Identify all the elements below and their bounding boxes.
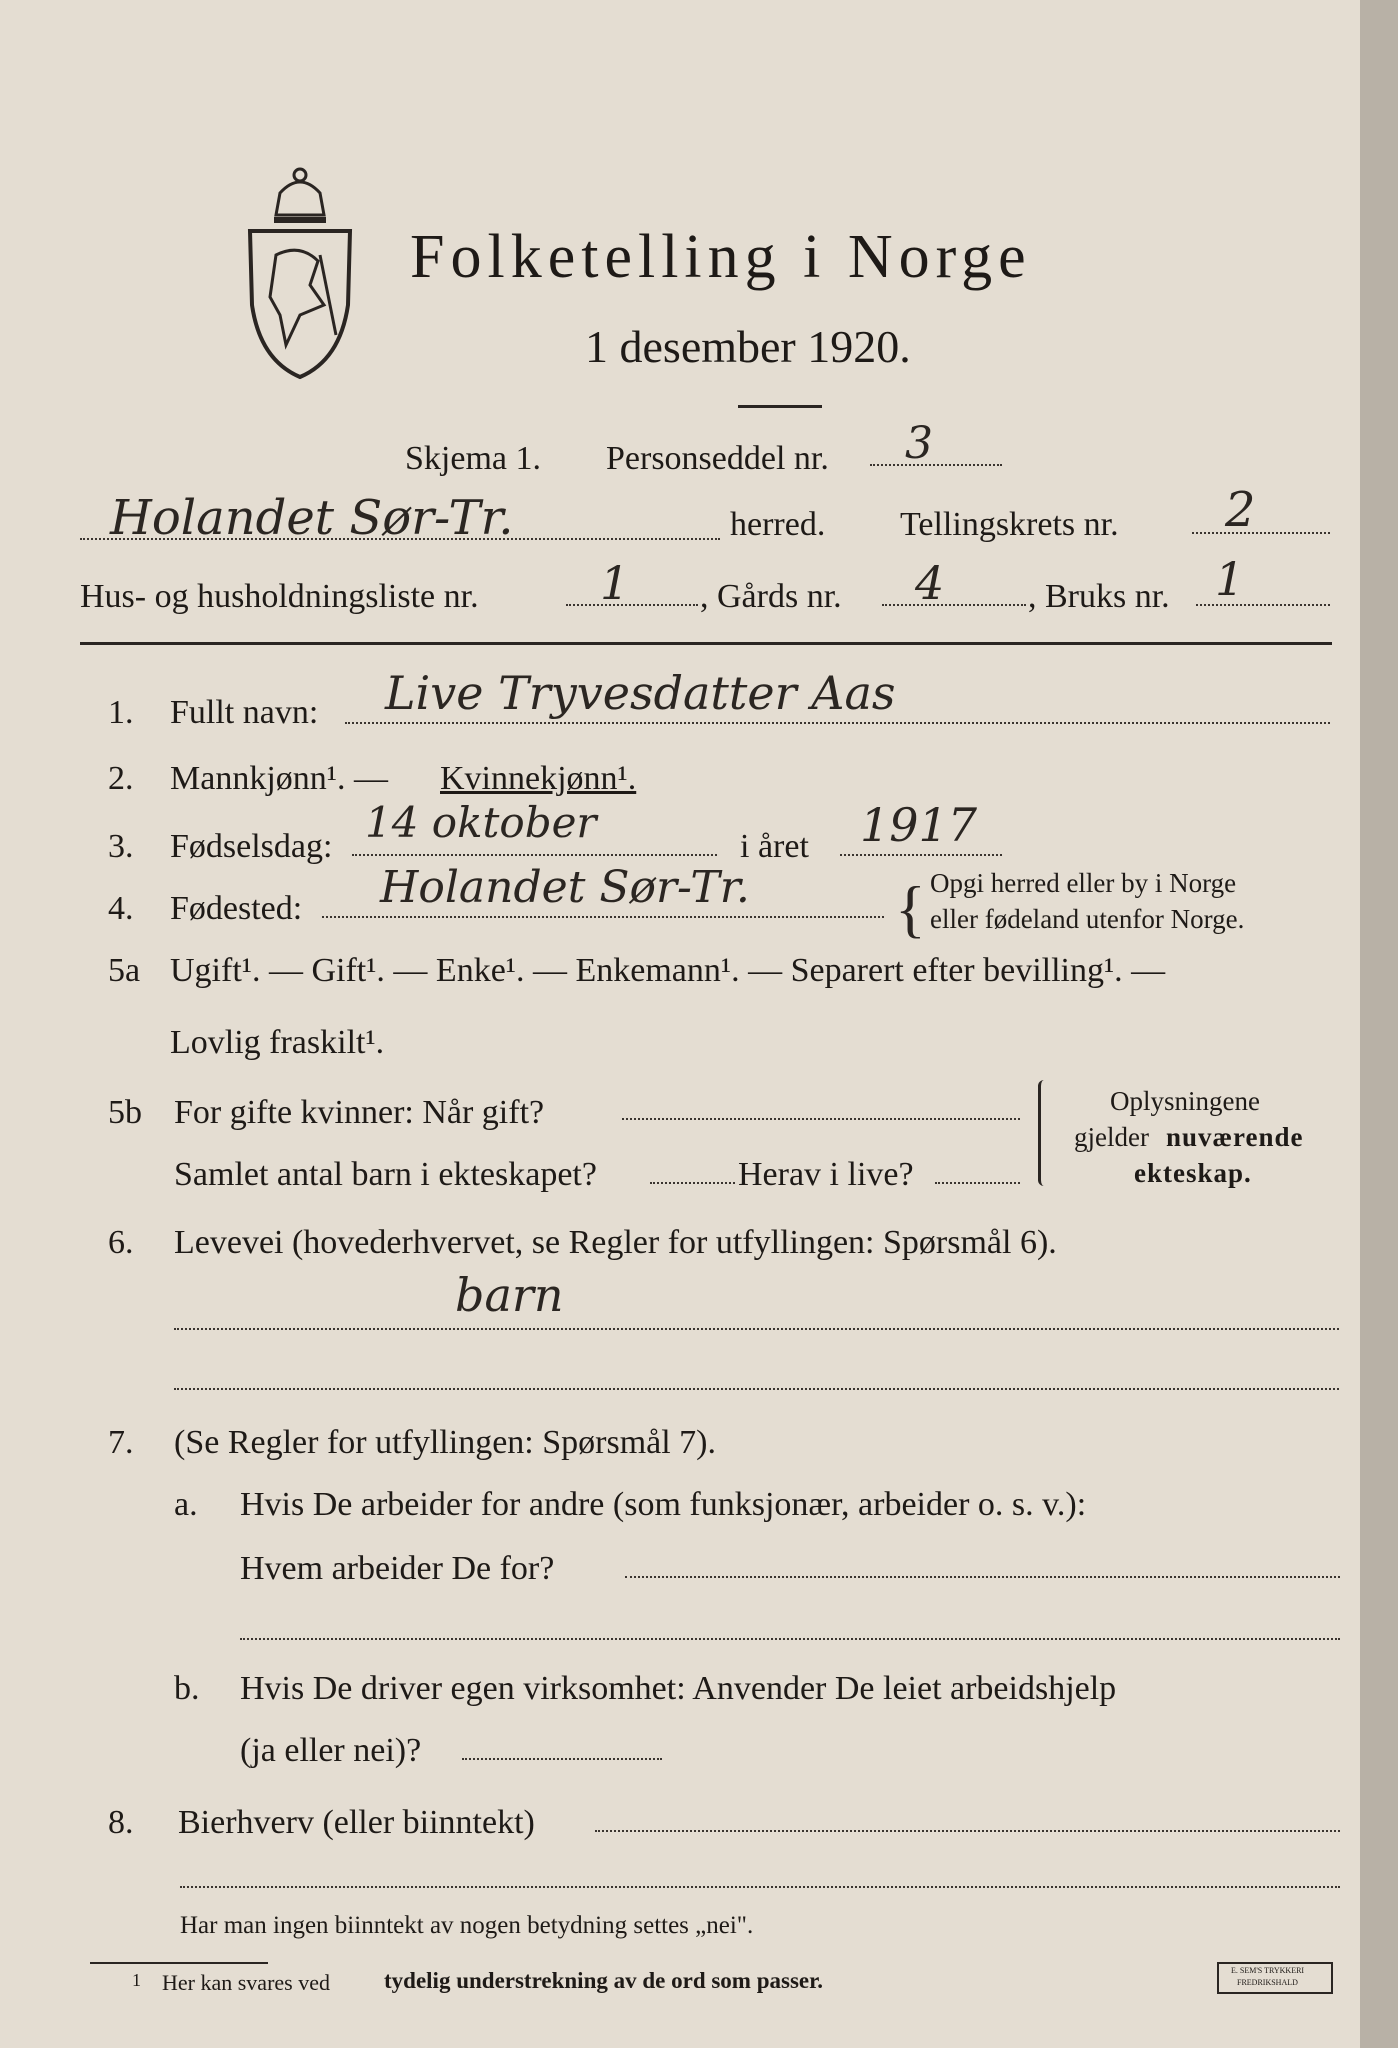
personseddel-line [870,464,1002,466]
footer-note: Har man ingen biinntekt av nogen betydning settes „nei". [180,1912,754,1939]
title-divider [738,405,822,408]
q8-line-1 [595,1830,1340,1832]
herred-value: Holandet Sør-Tr. [110,490,514,546]
q5b-note-1: Oplysningene [1110,1086,1260,1116]
gards-value: 4 [915,556,945,610]
q7b-line [462,1758,662,1760]
personseddel-label: Personseddel nr. [606,440,829,477]
skjema-label: Skjema 1. [405,440,541,477]
q3-aaret-value: 1917 [860,798,978,852]
gards-label: , Gårds nr. [700,578,842,615]
q5b-barn-line [650,1182,735,1184]
hus-line [566,604,698,606]
q7b-question: (ja eller nei)? [240,1732,422,1769]
q5b-barn-label: Samlet antal barn i ekteskapet? [174,1156,597,1193]
q2-kvinne-underlined: Kvinnekjønn¹. [440,760,637,797]
footnote-text-a: Her kan svares ved [162,1970,330,1995]
tellingskrets-line [1192,532,1330,534]
q5b-note-2a: gjelder [1074,1122,1149,1152]
q4-note-1: Opgi herred eller by i Norge [930,868,1237,898]
q5b-gift-line [622,1118,1020,1120]
q5b-note-2b: nuværende [1166,1122,1304,1152]
footnote-rule [90,1962,268,1964]
q4-brace: { [895,873,926,944]
q5b-bracket [1038,1080,1047,1186]
printer-line-1: E. SEM'S TRYKKERI [1231,1966,1305,1975]
form-date: 1 desember 1920. [585,321,911,372]
q2-number: 2. [108,760,134,797]
q5b-note-3: ekteskap. [1134,1158,1252,1188]
q5a-number: 5a [108,952,141,989]
q3-label: Fødselsdag: [170,828,333,865]
footnote-text-b: tydelig understrekning av de ord som passer. [384,1968,823,1993]
q7-label: (Se Regler for utfyllingen: Spørsmål 7). [174,1424,717,1461]
q6-label: Levevei (hovederhvervet, se Regler for utfyllingen: Spørsmål 6). [174,1224,1057,1261]
tellingskrets-value: 2 [1225,482,1256,538]
q1-number: 1. [108,694,134,731]
q1-line [345,722,1330,724]
q6-line-2 [174,1388,1339,1390]
form-title: Folketelling i Norge [410,223,1032,291]
bruks-label: , Bruks nr. [1028,578,1170,615]
q4-label: Fødested: [170,890,303,927]
q5a-line-2: Lovlig fraskilt¹. [170,1024,385,1061]
q4-line [322,916,884,918]
q5a-line-1: Ugift¹. — Gift¹. — Enke¹. — Enkemann¹. — Separert efter bevilling¹. — [170,952,1166,989]
q5b-live-label: Herav i live? [738,1156,914,1193]
q4-value: Holandet Sør-Tr. [380,862,750,913]
bruks-value: 1 [1215,552,1245,606]
q2-mann: Mannkjønn¹. — [170,760,388,797]
q3-aaret-label: i året [740,828,809,865]
q7a-text: Hvis De arbeider for andre (som funksjonær, arbeider o. s. v.): [240,1486,1087,1523]
printer-stamp [1217,1962,1333,1994]
printer-line-2: FREDRIKSHALD [1237,1978,1298,1987]
header-divider [80,642,1332,645]
q6-number: 6. [108,1224,134,1261]
q3-aaret-line [840,854,1002,856]
q7b-letter: b. [174,1670,200,1707]
tellingskrets-label: Tellingskrets nr. [900,506,1119,543]
q7-number: 7. [108,1424,134,1461]
q6-value: barn [455,1268,564,1322]
q5b-line-1: For gifte kvinner: Når gift? [174,1094,545,1131]
q8-line-2 [180,1886,1340,1888]
footnote-number: 1 [132,1970,141,1990]
q5b-live-line [935,1182,1020,1184]
q7a-line-1 [625,1576,1340,1578]
q3-line [352,854,717,856]
q3-value: 14 oktober [365,798,597,847]
coat-of-arms-icon [240,165,360,380]
scan-edge [1360,0,1398,2048]
herred-label: herred. [730,506,826,543]
q7a-line-2 [240,1638,1340,1640]
q4-number: 4. [108,890,134,927]
q8-label: Bierhverv (eller biinntekt) [178,1804,535,1841]
q6-line-1 [174,1328,1339,1330]
personseddel-value: 3 [905,418,933,469]
gards-line [882,604,1026,606]
hus-value: 1 [600,556,630,610]
q3-number: 3. [108,828,134,865]
q1-value: Live Tryvesdatter Aas [385,666,896,720]
hus-label: Hus- og husholdningsliste nr. [80,578,479,615]
q5b-number: 5b [108,1094,142,1131]
q7a-question: Hvem arbeider De for? [240,1550,555,1587]
q7b-text: Hvis De driver egen virksomhet: Anvender De leiet arbeidshjelp [240,1670,1117,1707]
q8-number: 8. [108,1804,134,1841]
q1-label: Fullt navn: [170,694,319,731]
q4-note-2: eller fødeland utenfor Norge. [930,904,1245,934]
q7a-letter: a. [174,1486,198,1523]
